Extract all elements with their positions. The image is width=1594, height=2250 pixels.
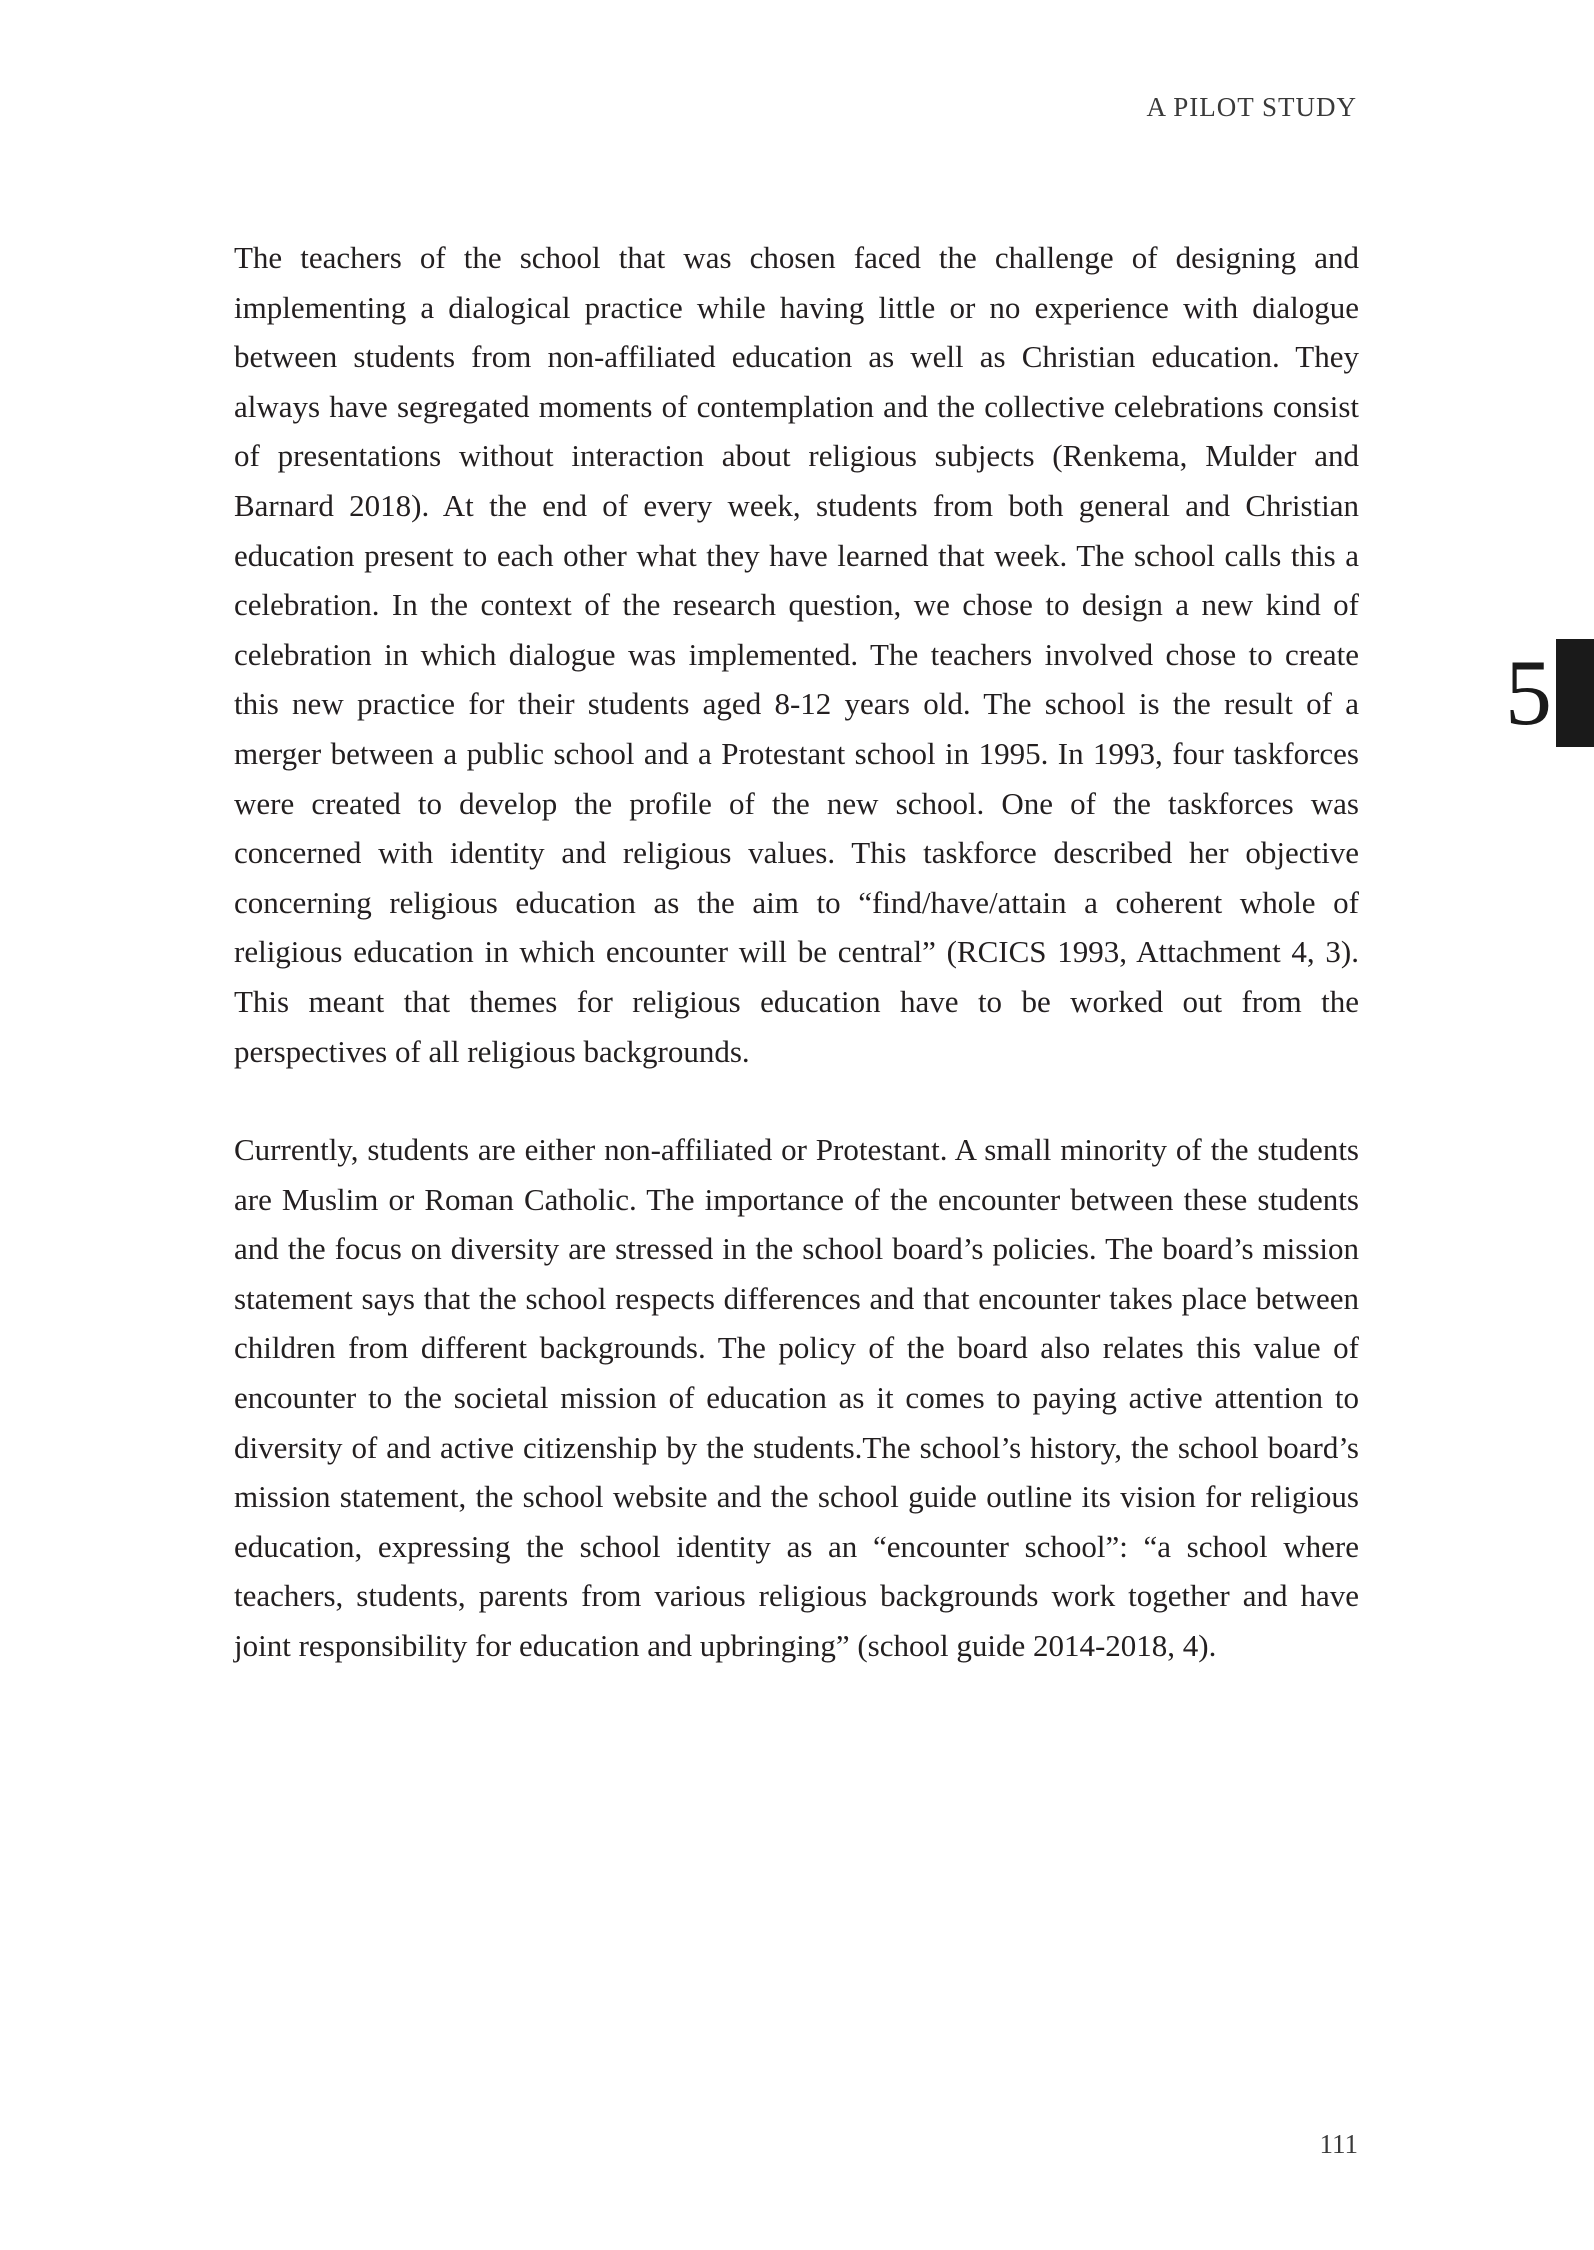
page-number: 111 — [1319, 2129, 1358, 2159]
running-header: A PILOT STUDY — [1146, 92, 1357, 122]
body-text — [234, 233, 1359, 1720]
paragraph-1: The teachers of the school that was chosen faced the challenge of designing and implementing a dialogical practice while having little or no experience with dialogue between students from non-affiliated education as well as Christian education. They always have segregated moments of contemplation and the collective celebrations consist of presentations without interaction about religious subjects (Renkema, Mulder and Barnard 2018). At the end of every week, students from both general and Christian education present to each other what they have learned that week. The school calls this a celebration. In the context of the research question, we chose to design a new kind of celebration in which dialogue was implemented. The teachers involved chose to create this new practice for their students aged 8-12 years old. The school is the result of a merger between a public school and a Protestant school in 1995. In 1993, four taskforces were created to develop the profile of the new school. One of the taskforces was concerned with identity and religious values. This taskforce described her objective concerning religious education as the aim to “find/have/attain a coherent whole of religious education in which encounter will be central” (RCICS 1993, Attachment 4, 3). This meant that themes for religious education have to be worked out from the perspectives of all religious backgrounds. — [234, 240, 1359, 1069]
chapter-tab-bar — [1556, 639, 1594, 747]
paragraph-2: Currently, students are either non-affiliated or Protestant. A small minority of the students are Muslim or Roman Catholic. The importance of the encounter between these students and the focus on diversity are stressed in the school board’s policies. The board’s mission statement says that the school respects differences and that encounter takes place between children from different backgrounds. The policy of the board also relates this value of encounter to the societal mission of education as it comes to paying active attention to diversity of and active citizenship by the students.The school’s history, the school board’s mission statement, the school website and the school guide outline its vision for religious education, expressing the school identity as an “encounter school”: “a school where teachers, students, parents from various religious backgrounds work together and have joint responsibility for education and upbringing” (school guide 2014-2018, 4). — [234, 1132, 1359, 1664]
chapter-number: 5 — [1505, 641, 1552, 745]
chapter-tab — [1505, 639, 1594, 747]
